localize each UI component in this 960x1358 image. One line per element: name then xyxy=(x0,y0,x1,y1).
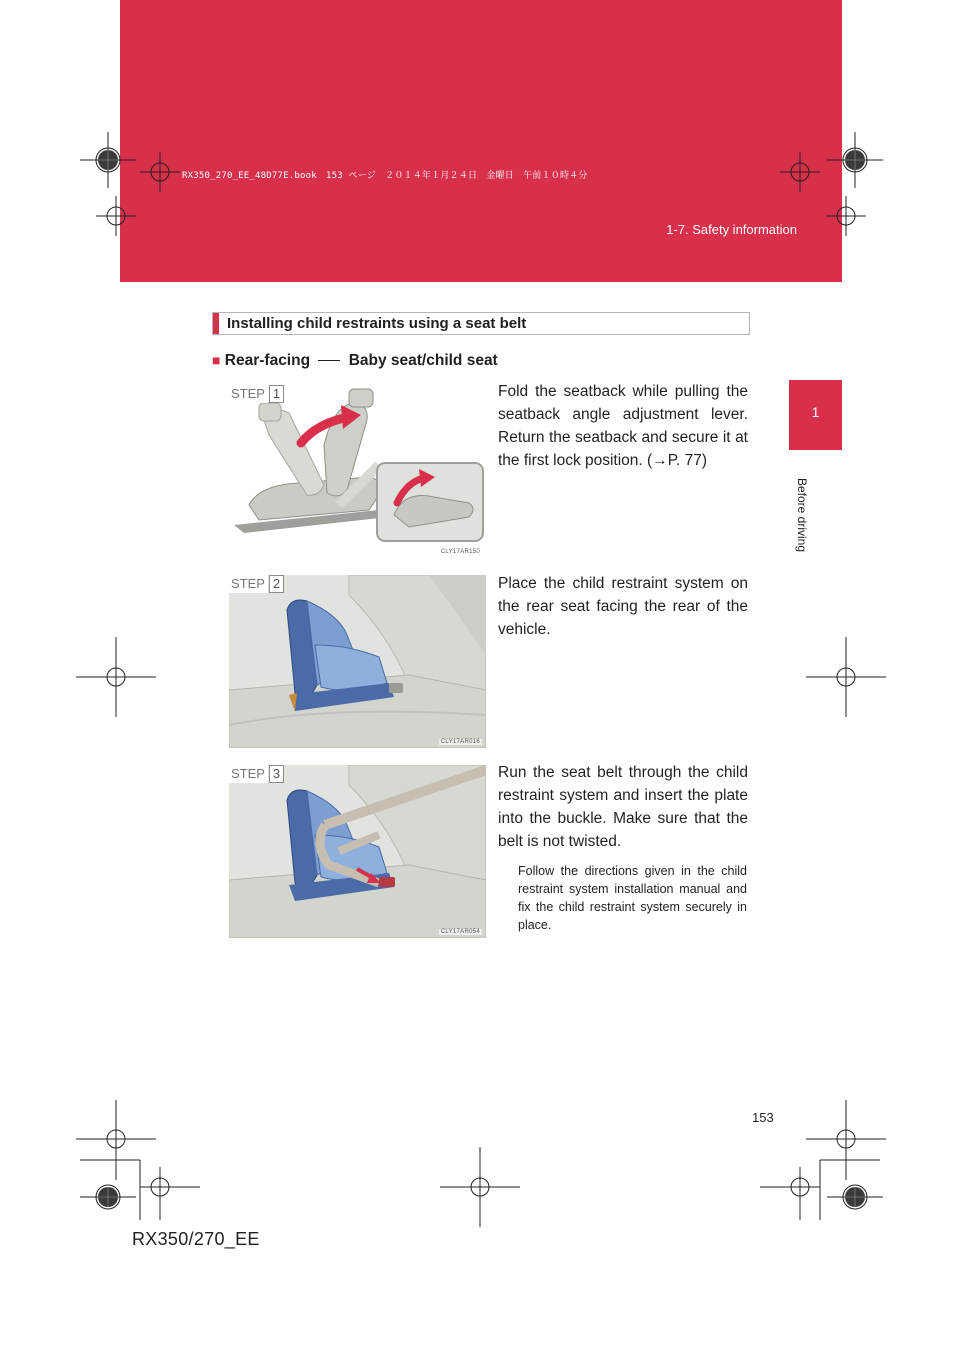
figure-code: CLY17AR054 xyxy=(440,929,480,935)
sub-heading-left: Rear-facing xyxy=(224,352,311,369)
figure-code: CLY17AR016 xyxy=(440,739,480,745)
model-code: RX350/270_EE xyxy=(132,1229,260,1249)
step-3-text: Run the seat belt through the child restraint system and insert the plate into the buckle. Make sure that the belt is not twisted. xyxy=(498,764,748,850)
print-info: RX350_270_EE_48D77E.book 153 ページ ２０１４年１月２４日 金曜日 午前１０時４分 xyxy=(182,171,588,181)
step-3-note: Follow the directions given in the child restraint system installation manual and fix the child restraint system securely in place. xyxy=(518,864,747,932)
step-1-text: Fold the seatback while pulling the seatback angle adjustment lever. Return the seatback and secure it at the first lock position. (→P. 77) xyxy=(498,383,748,469)
page-number: 153 xyxy=(752,1110,774,1125)
step-number: 1 xyxy=(269,385,284,403)
figure-code: CLY17AR150 xyxy=(440,549,480,555)
chapter-number: 1 xyxy=(811,404,820,420)
step-word: STEP xyxy=(229,575,268,593)
step-word: STEP xyxy=(229,765,268,783)
section-heading: Installing child restraints using a seat belt xyxy=(227,315,527,332)
sub-heading-right: Baby seat/child seat xyxy=(348,352,498,369)
section-title: 1-7. Safety information xyxy=(666,222,797,237)
step-number: 2 xyxy=(269,575,284,593)
step-number: 3 xyxy=(269,765,284,783)
step-2-text: Place the child restraint system on the rear seat facing the rear of the vehicle. xyxy=(498,575,748,638)
step-word: STEP xyxy=(229,385,268,403)
square-bullet-icon: ■ xyxy=(212,352,221,368)
chapter-label-text: Before driving xyxy=(795,477,809,553)
